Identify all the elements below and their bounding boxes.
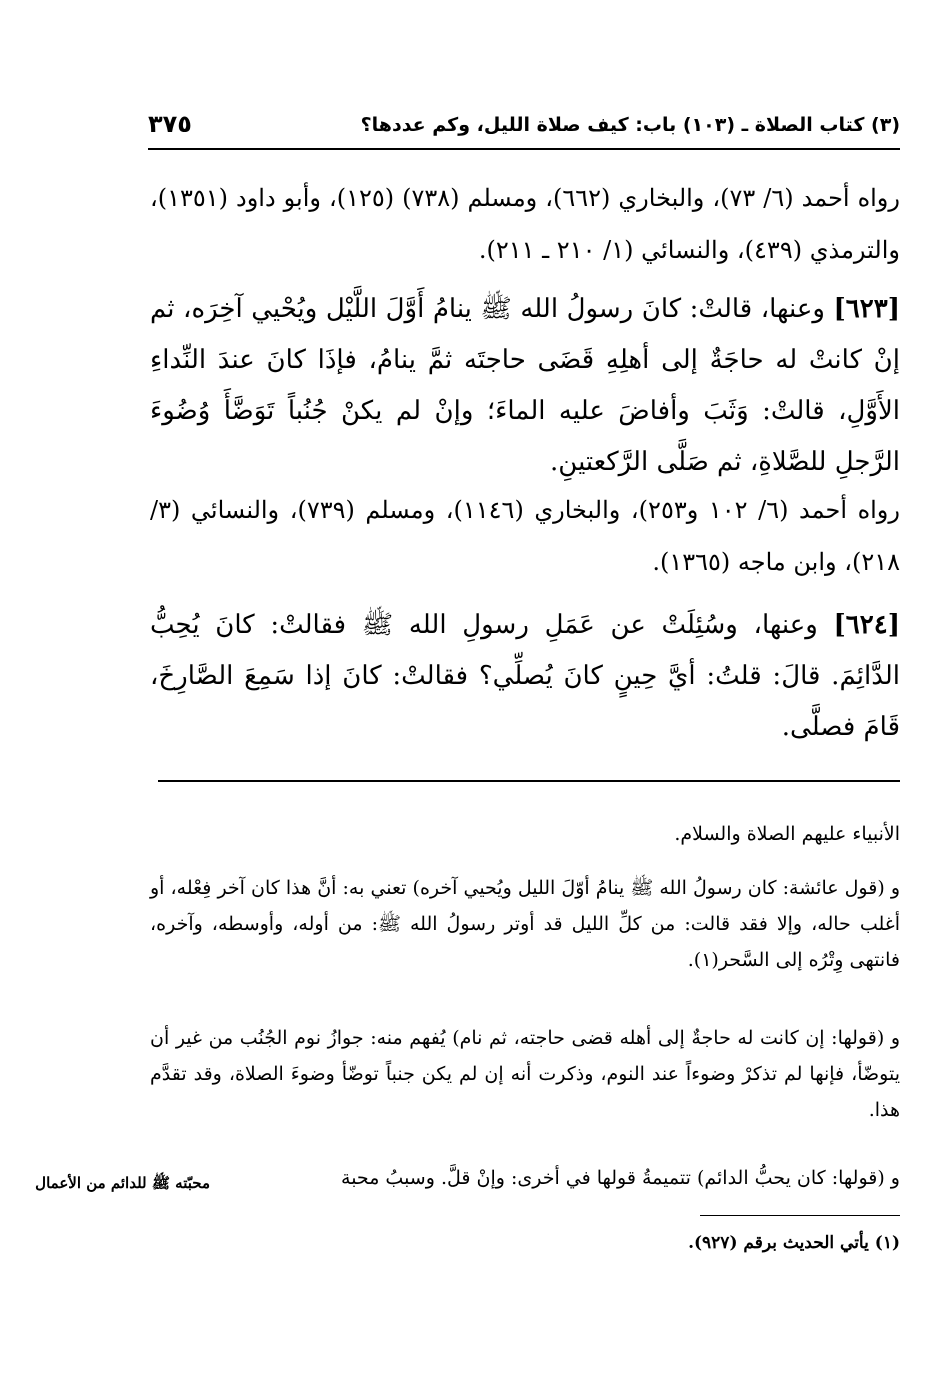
hadith-624 <box>150 600 900 753</box>
commentary-paragraph-3: و (قولها: إن كانت له حاجةٌ إلى أهله قضى حاجته، ثم نام) يُفهم منه: جوازُ نوم الجُنُب من غير أن يتوضّأ، فإنها لم تذكرْ وضوءاً عند النوم، وذكرت أنه إن لم يكن جنباً توضّأ وضوءَ الصلاة، وقد تقدَّم هذا. <box>150 1027 900 1121</box>
commentary-divider <box>158 780 900 782</box>
footnote: (١) يأتي الحديث برقم (٩٢٧). <box>688 1233 900 1253</box>
chapter-title: (٣) كتاب الصلاة ـ (١٠٣) باب: كيف صلاة الليل، وكم عددها؟ <box>360 114 900 136</box>
hadith-number: [٦٢٣] <box>833 294 900 324</box>
running-header <box>148 108 900 144</box>
footnote-divider <box>700 1215 900 1216</box>
hadith-text: وعنها، قالتْ: كانَ رسولُ الله ﷺ ينامُ أَوَّلَ اللَّيْل ويُحْيي آخِرَه، ثم إنْ كانتْ له حاجَةٌ إلى أهلِهِ قَضَى حاجتَه ثمَّ ينامُ، فإذَا كانَ عندَ النِّداءِ الأَوَّلِ، قالتْ: وَثَبَ وأفاضَ عليه الماءَ؛ وإنْ لم يكنْ جُنُباً تَوَضَّأَ وُضُوءَ الرَّجلِ للصَّلاةِ، ثم صَلَّى الرَّكعتينِ. <box>150 294 900 477</box>
header-divider <box>148 148 900 150</box>
hadith-number: [٦٢٤] <box>833 610 900 640</box>
commentary-paragraph-4: و (قولها: كان يحبُّ الدائم) تتميمةُ قولها في أخرى: وإنْ قلَّ. وسببُ محبة <box>341 1167 900 1189</box>
page-number: ٣٧٥ <box>148 110 192 138</box>
source-citation-1: رواه أحمد (٦/ ٧٣)، والبخاري (٦٦٢)، ومسلم (٧٣٨) (١٢٥)، وأبو داود (١٣٥١)، والترمذي (٤٣٩)، والنسائي (١/ ٢١٠ ـ ٢١١). <box>150 184 900 264</box>
commentary-paragraph-2: و (قول عائشة: كان رسولُ الله ﷺ ينامُ أوّلَ الليل ويُحيي آخره) تعني به: أنَّ هذا كان آخر فِعْله، أو أغلب حاله، وإلا فقد قالت: من كلِّ الليل قد أوتر رسولُ الله ﷺ: من أوله، وأوسطه، وآخره، فانتهى وِتْرُه إلى السَّحر(١). <box>150 877 900 971</box>
source-citation-2: رواه أحمد (٦/ ١٠٢ و٢٥٣)، والبخاري (١١٤٦)، ومسلم (٧٣٩)، والنسائي (٣/ ٢١٨)، وابن ماجه (١٣٦٥). <box>150 496 900 576</box>
commentary-paragraph-1: الأنبياء عليهم الصلاة والسلام. <box>674 823 900 845</box>
hadith-623 <box>150 284 900 488</box>
hadith-text: وعنها، وسُئِلَتْ عن عَمَلِ رسولِ الله ﷺ فقالتْ: كانَ يُحِبُّ الدَّائِمَ. قالَ: قلتُ: أيَّ حِينٍ كانَ يُصلِّي؟ فقالتْ: كانَ إذا سَمِعَ الصَّارِخَ، قَامَ فصلَّى. <box>150 610 900 742</box>
margin-note: محبّته ﷺ للدائم من الأعمال <box>35 1174 210 1192</box>
